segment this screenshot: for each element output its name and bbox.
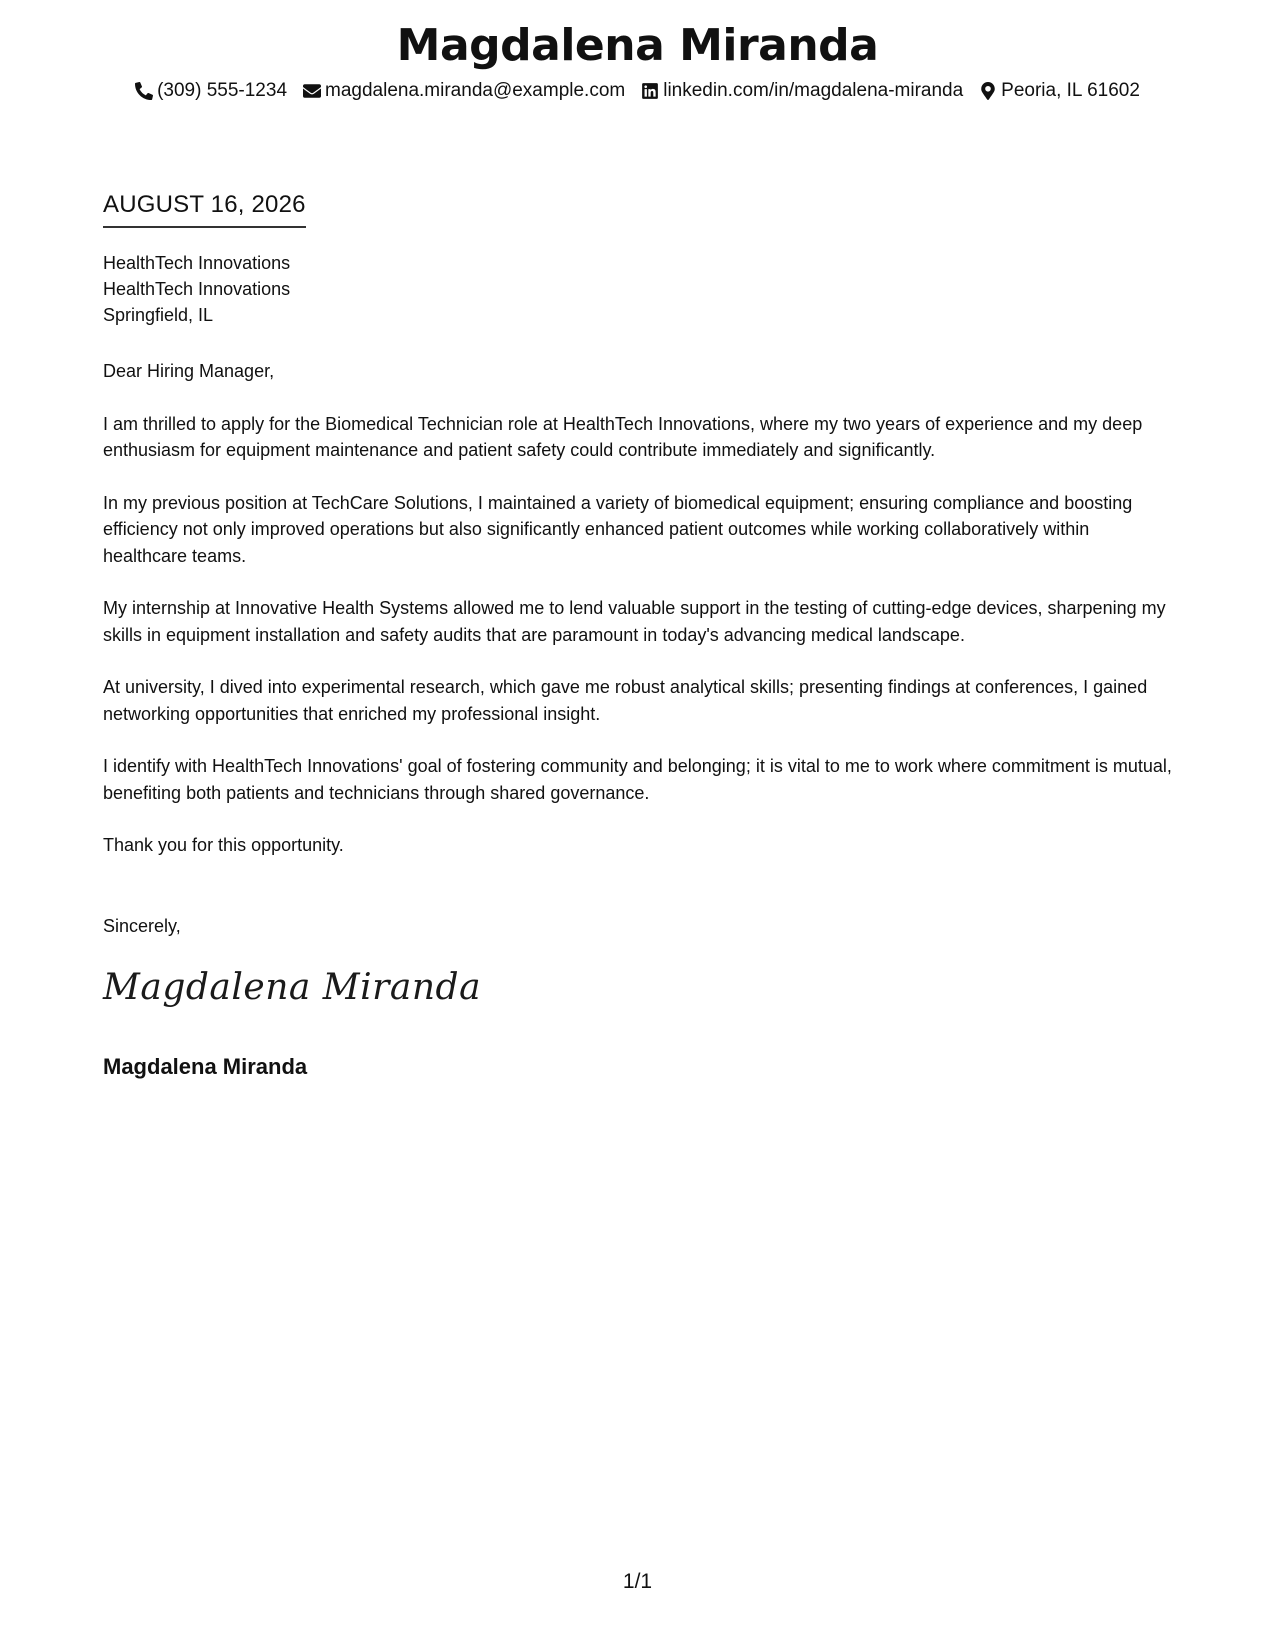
body-paragraph: In my previous position at TechCare Solutions, I maintained a variety of biomedical equipment; ensuring compliance and boosting efficiency not only improved operations but also significantly enhanced patient outcomes while working collaboratively within healthcare teams. bbox=[103, 492, 1133, 566]
envelope-icon bbox=[303, 82, 321, 100]
page-number: 1/1 bbox=[622, 1570, 653, 1593]
body-paragraph: I am thrilled to apply for the Biomedical Technician role at HealthTech Innovations, where my two years of experience and my deep enthusiasm for equipment maintenance and patient safety could contribute immediately and significantly. bbox=[103, 413, 1143, 460]
contact-linkedin bbox=[641, 78, 963, 104]
body-paragraph: At university, I dived into experimental research, which gave me robust analytical skills; presenting findings at conferences, I gained networking opportunities that enriched my professional insight. bbox=[103, 677, 1148, 724]
location-text: Peoria, IL 61602 bbox=[1001, 80, 1140, 101]
phone-icon bbox=[135, 82, 153, 100]
recipient-block bbox=[103, 250, 290, 328]
linkedin-icon bbox=[641, 82, 659, 100]
handwritten-signature: Magdalena Miranda bbox=[103, 967, 482, 1008]
recipient-line: HealthTech Innovations bbox=[103, 253, 291, 273]
recipient-line: Springfield, IL bbox=[103, 305, 214, 325]
applicant-name: Magdalena Miranda bbox=[396, 20, 879, 71]
letter-date: AUGUST 16, 2026 bbox=[103, 190, 306, 228]
phone-text: (309) 555-1234 bbox=[157, 80, 288, 101]
body-paragraph: My internship at Innovative Health Systems allowed me to lend valuable support in the testing of cutting-edge devices, sharpening my skills in equipment installation and safety audits that are paramount in today's advancing medical landscape. bbox=[103, 598, 1166, 645]
linkedin-link[interactable]: linkedin.com/in/magdalena-miranda bbox=[663, 80, 964, 101]
body-paragraph: I identify with HealthTech Innovations' goal of fostering community and belonging; it is vital to me to work where commitment is mutual, benefiting both patients and technicians through shared governance. bbox=[103, 756, 1172, 803]
contact-email bbox=[303, 78, 625, 104]
recipient-line: HealthTech Innovations bbox=[103, 279, 291, 299]
signer-name: Magdalena Miranda bbox=[103, 1054, 308, 1079]
contact-location bbox=[979, 78, 1140, 104]
body-paragraph: Thank you for this opportunity. bbox=[103, 835, 344, 855]
map-marker-icon bbox=[979, 82, 997, 100]
contact-bar bbox=[0, 78, 1275, 104]
email-link[interactable]: magdalena.miranda@example.com bbox=[325, 80, 626, 101]
salutation: Dear Hiring Manager, bbox=[103, 361, 275, 381]
contact-phone bbox=[135, 78, 287, 104]
letter-body bbox=[103, 358, 1178, 885]
closing: Sincerely, bbox=[103, 916, 181, 936]
